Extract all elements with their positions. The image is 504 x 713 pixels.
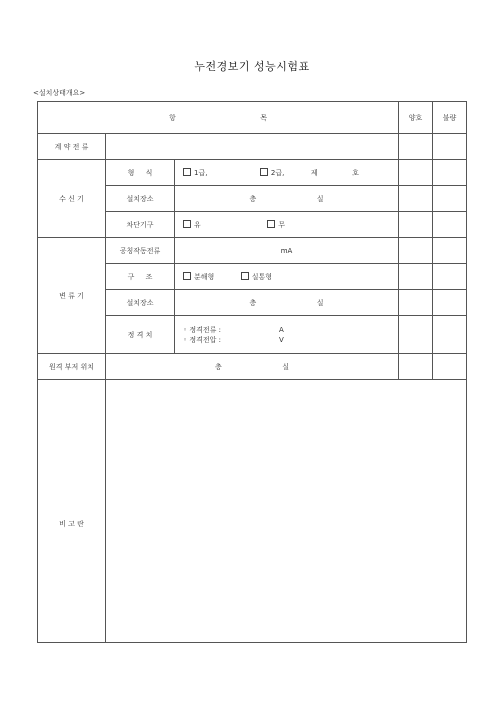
- transformer-sensitivity-label: 공칭작동전류: [106, 238, 175, 264]
- rating-current-unit: A: [279, 325, 284, 334]
- receiver-room-label: 실: [316, 194, 324, 203]
- transformer-rating-good-cell[interactable]: [399, 316, 433, 354]
- transformer-structure-label: 구 조: [106, 264, 175, 290]
- alarm-bad-cell[interactable]: [433, 354, 467, 380]
- transformer-sensitivity-row: [38, 238, 467, 264]
- alarm-label: 원격 부저 위치: [38, 354, 106, 380]
- receiver-type-bad-cell[interactable]: [433, 160, 467, 186]
- remarks-row: [38, 380, 467, 643]
- transformer-structure-bad-cell[interactable]: [433, 264, 467, 290]
- receiver-floor-label: 층: [249, 194, 257, 203]
- alarm-room-label: 실: [282, 362, 289, 371]
- transformer-location-good-cell[interactable]: [399, 290, 433, 316]
- receiver-breaker-no: 무: [278, 220, 285, 229]
- receiver-location-label: 설치장소: [106, 186, 175, 212]
- receiver-location-good-cell[interactable]: [399, 186, 433, 212]
- alarm-floor-label: 층: [215, 362, 222, 371]
- transformer-structure-good-cell[interactable]: [399, 264, 433, 290]
- alarm-value[interactable]: [106, 354, 399, 380]
- transformer-sensitivity-bad-cell[interactable]: [433, 238, 467, 264]
- transformer-floor-label: 층: [249, 298, 257, 307]
- remarks-label: 비 고 란: [38, 380, 106, 643]
- transformer-sensitivity-unit: mA: [280, 246, 293, 255]
- contract-value[interactable]: [106, 134, 399, 160]
- alarm-good-cell[interactable]: [399, 354, 433, 380]
- checkbox-icon[interactable]: [183, 220, 191, 228]
- transformer-sensitivity-good-cell[interactable]: [399, 238, 433, 264]
- alarm-row: [38, 354, 467, 380]
- receiver-breaker-label: 차단기구: [106, 212, 175, 238]
- transformer-rating-value[interactable]: [175, 316, 399, 354]
- checkbox-icon[interactable]: [267, 220, 275, 228]
- transformer-rating-bad-cell[interactable]: [433, 316, 467, 354]
- contract-row: [38, 134, 467, 160]
- rating-current-label: ◦ 정격전류 :: [183, 325, 221, 334]
- rating-lines: [183, 325, 284, 345]
- item-header-right: 목: [260, 113, 267, 122]
- receiver-breaker-yes: 유: [194, 220, 201, 229]
- transformer-rating-label: 정 격 치: [106, 316, 175, 354]
- item-header-left: 항: [169, 113, 176, 122]
- checkbox-icon[interactable]: [241, 272, 249, 280]
- receiver-type-label: 형 식: [106, 160, 175, 186]
- receiver-type-value[interactable]: [175, 160, 399, 186]
- receiver-no-label: 호: [352, 168, 359, 177]
- transformer-location-bad-cell[interactable]: [433, 290, 467, 316]
- checkbox-icon[interactable]: [183, 168, 191, 176]
- good-header: 양호: [399, 102, 433, 134]
- transformer-location-label: 설치장소: [106, 290, 175, 316]
- contract-label: 계 약 전 류: [38, 134, 106, 160]
- transformer-sensitivity-value[interactable]: [175, 238, 399, 264]
- receiver-location-value[interactable]: [175, 186, 399, 212]
- document-title: 누전경보기 성능시험표: [194, 60, 310, 73]
- receiver-breaker-bad-cell[interactable]: [433, 212, 467, 238]
- transformer-label: 변 류 기: [38, 238, 106, 354]
- receiver-label: 수 신 기: [38, 160, 106, 238]
- receiver-type-opt1: 1급,: [194, 168, 208, 177]
- rating-voltage-label: ◦ 정격전압 :: [183, 335, 221, 344]
- receiver-type-opt2: 2급,: [270, 168, 285, 177]
- receiver-location-bad-cell[interactable]: [433, 186, 467, 212]
- test-table: [37, 101, 467, 643]
- checkbox-icon[interactable]: [183, 272, 191, 280]
- remarks-body[interactable]: [106, 380, 467, 643]
- receiver-make-label: 제: [310, 168, 318, 177]
- receiver-breaker-good-cell[interactable]: [399, 212, 433, 238]
- transformer-structure-opt2: 실통형: [251, 272, 273, 281]
- transformer-structure-opt1: 분해형: [194, 272, 215, 281]
- checkbox-icon[interactable]: [260, 168, 268, 176]
- contract-good-cell[interactable]: [399, 134, 433, 160]
- bad-header: 불량: [433, 102, 467, 134]
- receiver-type-row: [38, 160, 467, 186]
- rating-voltage-unit: V: [279, 335, 284, 344]
- receiver-breaker-value[interactable]: [175, 212, 399, 238]
- item-header: [38, 102, 399, 134]
- section-subtitle: <설치상태개요>: [33, 89, 86, 97]
- transformer-location-value[interactable]: [175, 290, 399, 316]
- header-row: [38, 102, 467, 134]
- receiver-type-good-cell[interactable]: [399, 160, 433, 186]
- transformer-structure-value[interactable]: [175, 264, 399, 290]
- transformer-room-label: 실: [316, 298, 324, 307]
- contract-bad-cell[interactable]: [433, 134, 467, 160]
